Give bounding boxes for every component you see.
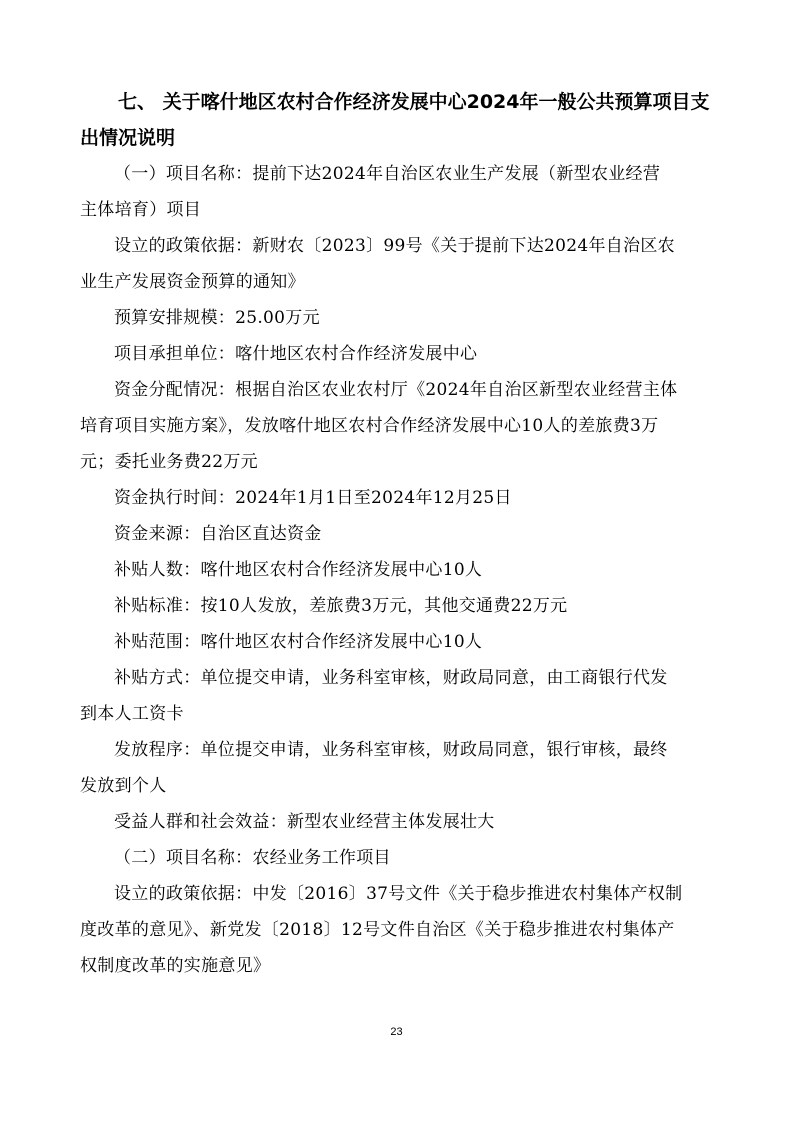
project-1-subsidy-method-cont: 到本人工资卡 xyxy=(80,704,184,724)
project-1-name-cont: 主体培育）项目 xyxy=(80,200,202,220)
project-1-fund-allocation: 资金分配情况：根据自治区农业农村厅《2024年自治区新型农业经营主体 xyxy=(114,380,678,400)
project-1-policy-basis: 设立的政策依据：新财农〔2023〕99号《关于提前下达2024年自治区农 xyxy=(114,236,675,256)
project-1-subsidy-method: 补贴方式：单位提交申请，业务科室审核，财政局同意，由工商银行代发 xyxy=(114,668,668,688)
project-1-beneficiaries: 受益人群和社会效益：新型农业经营主体发展壮大 xyxy=(114,812,495,832)
project-2-policy-basis-cont-1: 度改革的意见》、新党发〔2018〕12号文件自治区《关于稳步推进农村集体产 xyxy=(80,920,675,940)
section-heading-line-2: 出情况说明 xyxy=(80,127,176,149)
project-1-execution-time: 资金执行时间：2024年1月1日至2024年12月25日 xyxy=(114,488,512,508)
project-1-subsidy-standard: 补贴标准：按10人发放，差旅费3万元，其他交通费22万元 xyxy=(114,596,568,616)
section-heading-line-1: 七、 关于喀什地区农村合作经济发展中心2024年一般公共预算项目支 xyxy=(118,91,710,113)
project-1-disbursement-procedure: 发放程序：单位提交申请，业务科室审核，财政局同意，银行审核，最终 xyxy=(114,740,668,760)
project-1-fund-allocation-cont-1: 培育项目实施方案》，发放喀什地区农村合作经济发展中心10人的差旅费3万 xyxy=(80,416,659,436)
project-2-policy-basis-cont-2: 权制度改革的实施意见》 xyxy=(80,956,271,976)
project-2-name: （二）项目名称：农经业务工作项目 xyxy=(114,848,391,868)
project-2-policy-basis: 设立的政策依据：中发〔2016〕37号文件《关于稳步推进农村集体产权制 xyxy=(114,884,683,904)
project-1-policy-basis-cont: 业生产发展资金预算的通知》 xyxy=(80,272,305,292)
project-1-fund-source: 资金来源：自治区直达资金 xyxy=(114,524,322,544)
project-1-subsidy-count: 补贴人数：喀什地区农村合作经济发展中心10人 xyxy=(114,560,483,580)
project-1-subsidy-scope: 补贴范围：喀什地区农村合作经济发展中心10人 xyxy=(114,632,483,652)
project-1-budget-scale: 预算安排规模：25.00万元 xyxy=(114,308,320,328)
project-1-name: （一）项目名称：提前下达2024年自治区农业生产发展（新型农业经营 xyxy=(114,164,661,184)
project-1-fund-allocation-cont-2: 元；委托业务费22万元 xyxy=(80,452,258,472)
project-1-disbursement-procedure-cont: 发放到个人 xyxy=(80,776,167,796)
project-1-undertaking-unit: 项目承担单位：喀什地区农村合作经济发展中心 xyxy=(114,344,478,364)
page-number: 23 xyxy=(390,1026,403,1038)
